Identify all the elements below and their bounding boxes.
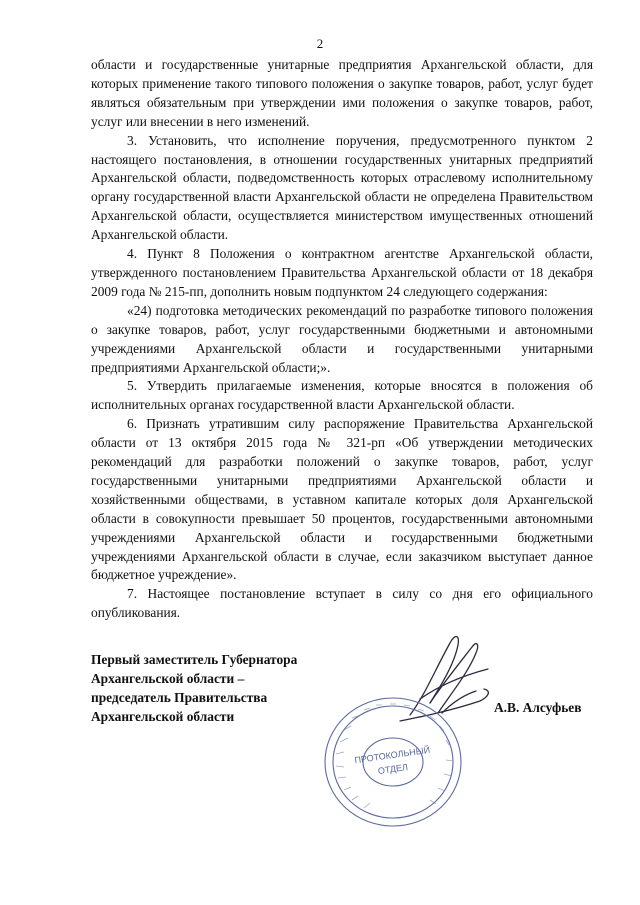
stamp-seal [318,690,468,835]
paragraph-continuation: области и государственные унитарные предприятия Архангельской области, для которых применение такого типового положения о закупке товаров, работ, услуг будет являться обязательным при утверждении ими положения о закупке товаров, работ, услуг или внесении в него изменений. [91,57,593,129]
signatory-title-line: Архангельской области [91,708,235,724]
paragraph-item-5: 5. Утвердить прилагаемые изменения, которые вносятся в положения об исполнительных органах государственной власти Архангельской области. [91,378,593,413]
signatory-title-line: председатель Правительства [91,689,268,705]
paragraph-quote-24: «24) подготовка методических рекомендаций по разработке типового положения о закупке товаров, работ, услуг государственными бюджетными и автономными учреждениями Архангельской области и государственными унитарными предприятиями Архангельской области;». [91,302,593,375]
paragraph-item-7: 7. Настоящее постановление вступает в силу со дня его официального опубликования. [91,586,593,621]
page-number: 2 [316,36,324,51]
signatory-title-block [91,651,297,727]
paragraph-item-6: 6. Признать утратившим силу распоряжение Правительства Архангельской области от 13 октября 2015 года № 321-рп «Об утверждении методических рекомендаций для разработки положений о закупке товаров, работ, услуг государственными унитарными предприятиями Архангельской области и хозяйственными обществами, в уставном капитале которых доля Архангельской области в совокупности превышает 50 процентов, государственными автономными учреждениями Архангельской области и государственными бюджетными учреждениями Архангельской области в случае, если заказчиком выступает данное бюджетное учреждение». [91,416,593,583]
document-body [91,56,593,623]
signatory-name: А.В. Алсуфьев [494,700,582,715]
paragraph-item-4: 4. Пункт 8 Положения о контрактном агентстве Архангельской области, утвержденного постановлением Правительства Архангельской области от 18 декабря 2009 года № 215-пп, дополнить новым подпунктом 24 следующего содержания: [91,246,593,299]
signatory-title-line: Первый заместитель Губернатора [91,652,298,667]
signatory-title-line: Архангельской области – [91,670,245,686]
stamp-center-text: ПРОТОКОЛЬНЫЙ [353,744,431,766]
paragraph-item-3: 3. Установить, что исполнение поручения, предусмотренного пунктом 2 настоящего постановления, в отношении государственных унитарных предприятий Архангельской области, подведомственность которых отраслевому исполнительному органу государственной власти Архангельской области не определена Правительством Архангельской области, осуществляется министерством имущественных отношений Архангельской области. [91,132,593,243]
stamp-center-text: ОТДЕЛ [377,761,409,777]
